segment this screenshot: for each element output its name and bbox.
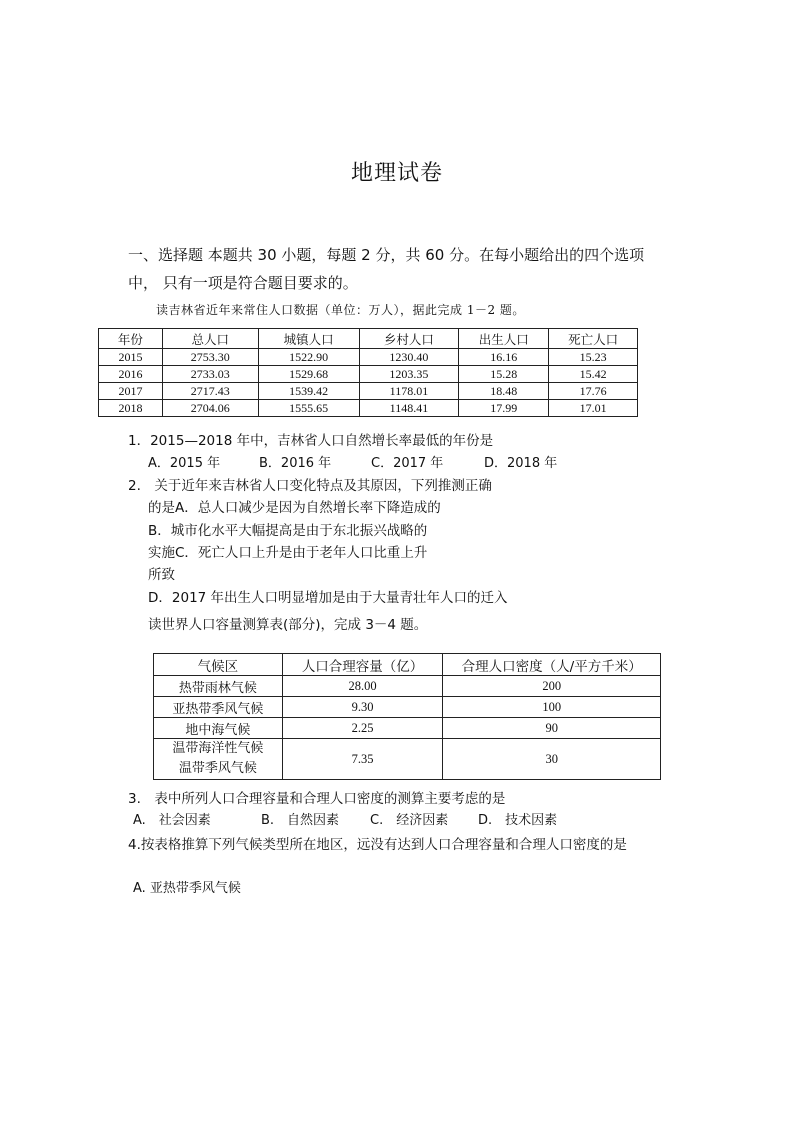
header-cell: 死亡人口 [549,329,638,349]
table-row [99,366,638,383]
table-cell: 地中海气候 [154,718,283,739]
table2-caption: 读世界人口容量测算表(部分)，完成 3－4 题。 [148,617,428,633]
climate-name: 温带海洋性气候 [172,741,264,756]
question-1-option-d[interactable]: D．2018 年 [484,456,558,471]
question-4-option-a[interactable]: A. 亚热带季风气候 [133,881,241,896]
table-header-row [154,654,661,676]
table-cell: 2017 [99,383,163,400]
question-2-line5: 所致 [148,567,175,583]
table-cell: 1148.41 [359,400,459,417]
table-cell: 17.01 [549,400,638,417]
header-cell: 年份 [99,329,163,349]
table-cell: 28.00 [282,676,443,697]
question-3-option-b[interactable]: B. 自然因素 [261,813,340,828]
table-cell [154,739,283,780]
table-cell: 17.99 [459,400,549,417]
section-instructions-line2: 中， 只有一项是符合题目要求的。 [128,274,358,292]
question-2-line2: 的是A．总人口减少是因为自然增长率下降造成的 [148,500,441,516]
table-cell: 30 [443,739,661,780]
page-title: 地理试卷 [350,161,443,186]
header-cell: 总人口 [162,329,258,349]
question-4-stem: 4.按表格推算下列气候类型所在地区，远没有达到人口合理容量和合理人口密度的是 [128,837,627,853]
table-cell: 17.76 [549,383,638,400]
climate-name: 温带季风气候 [178,761,257,776]
table-cell: 2.25 [282,718,443,739]
table-cell: 200 [443,676,661,697]
table-row [99,383,638,400]
table-cell: 1178.01 [359,383,459,400]
question-2-line6: D．2017 年出生人口明显增加是由于大量青壮年人口的迁入 [148,590,508,606]
table-cell: 7.35 [282,739,443,780]
question-1-option-a[interactable]: A．2015 年 [148,456,221,471]
question-3-stem: 3. 表中所列人口合理容量和合理人口密度的测算主要考虑的是 [128,791,506,807]
table-cell: 15.28 [459,366,549,383]
table-cell: 15.42 [549,366,638,383]
question-3-option-a[interactable]: A. 社会因素 [133,813,211,828]
table-cell: 100 [443,697,661,718]
table-cell: 1529.68 [258,366,359,383]
question-1-option-b[interactable]: B．2016 年 [259,456,332,471]
table-row [154,739,661,780]
header-cell: 城镇人口 [258,329,359,349]
question-3-option-c[interactable]: C. 经济因素 [370,813,449,828]
section-instructions-line1: 一、选择题 本题共 30 小题，每题 2 分，共 60 分。在每小题给出的四个选项 [128,246,645,264]
table-cell: 9.30 [282,697,443,718]
header-cell: 出生人口 [459,329,549,349]
header-cell: 人口合理容量（亿） [282,654,443,676]
table-row [99,400,638,417]
table-cell: 亚热带季风气候 [154,697,283,718]
table-header-row [99,329,638,349]
header-cell: 气候区 [154,654,283,676]
table-cell: 2018 [99,400,163,417]
table1-caption: 读吉林省近年来常住人口数据（单位：万人），据此完成 1－2 题。 [156,303,525,317]
table-cell: 1203.35 [359,366,459,383]
table-cell: 16.16 [459,349,549,366]
table-cell: 1230.40 [359,349,459,366]
table-cell: 2704.06 [162,400,258,417]
question-2-line4: 实施C．死亡人口上升是由于老年人口比重上升 [148,545,428,561]
table-cell: 90 [443,718,661,739]
table-row [154,676,661,697]
table-cell: 1539.42 [258,383,359,400]
table-cell: 2015 [99,349,163,366]
table-cell: 热带雨林气候 [154,676,283,697]
question-3-option-d[interactable]: D. 技术因素 [478,813,558,828]
table-row [154,697,661,718]
header-cell: 合理人口密度（人/平方千米） [443,654,661,676]
population-table [98,328,638,417]
table-cell: 1522.90 [258,349,359,366]
table-cell: 2753.30 [162,349,258,366]
question-1-option-c[interactable]: C．2017 年 [371,456,444,471]
table-cell: 2733.03 [162,366,258,383]
table-cell: 1555.65 [258,400,359,417]
table-row [99,349,638,366]
population-capacity-table [153,653,661,780]
header-cell: 乡村人口 [359,329,459,349]
table-row [154,718,661,739]
table-cell: 15.23 [549,349,638,366]
table-cell: 2717.43 [162,383,258,400]
question-2-line1: 2. 关于近年来吉林省人口变化特点及其原因，下列推测正确 [128,478,492,494]
table-cell: 2016 [99,366,163,383]
question-2-line3: B．城市化水平大幅提高是由于东北振兴战略的 [148,523,428,539]
table-cell: 18.48 [459,383,549,400]
question-1-stem: 1．2015—2018 年中，吉林省人口自然增长率最低的年份是 [128,433,494,449]
